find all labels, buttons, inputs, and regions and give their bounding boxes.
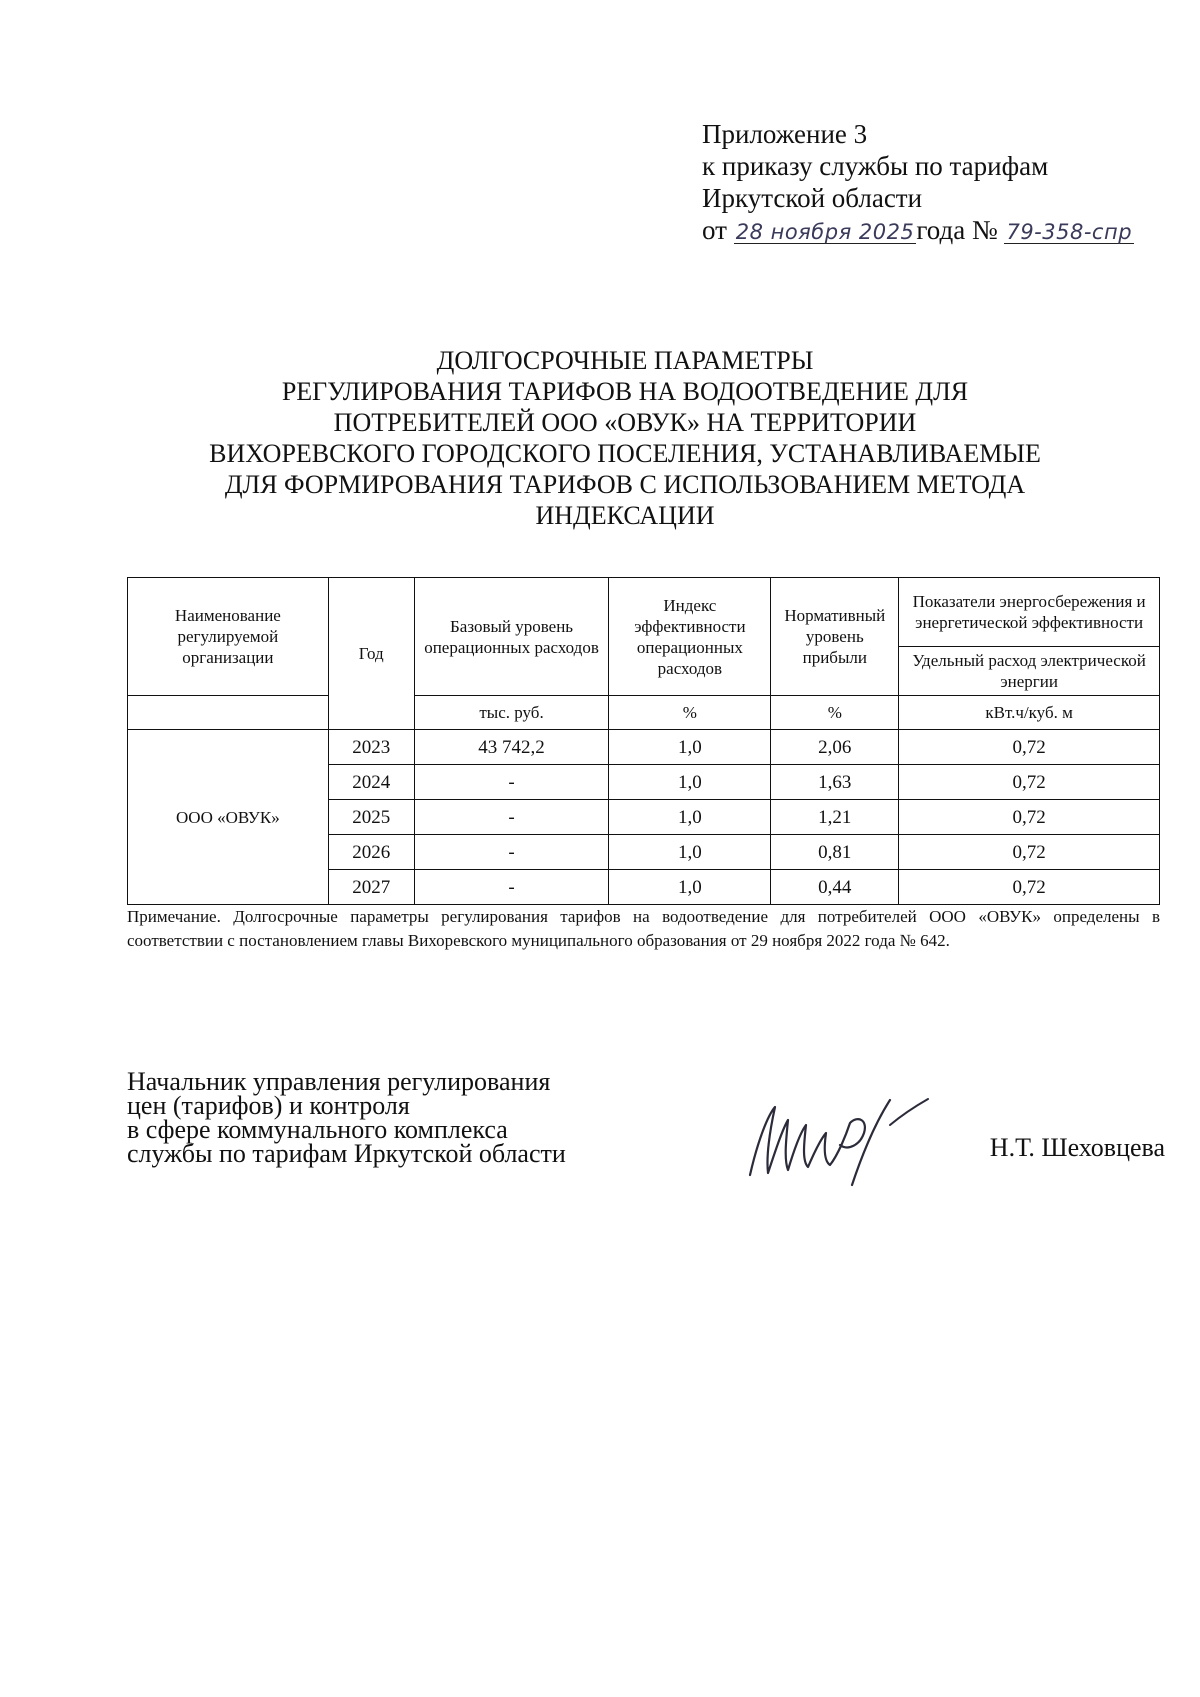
row-energy: 0,72 bbox=[899, 835, 1160, 870]
appendix-date-line bbox=[702, 214, 1172, 246]
row-year: 2026 bbox=[328, 835, 414, 870]
header-efficiency-index: Индекс эффективности операционных расходов bbox=[609, 578, 771, 696]
unit-profit: % bbox=[771, 696, 899, 730]
row-index: 1,0 bbox=[609, 835, 771, 870]
title-line-5: ДЛЯ ФОРМИРОВАНИЯ ТАРИФОВ С ИСПОЛЬЗОВАНИЕМ МЕТОДА bbox=[224, 470, 1026, 499]
header-base-cost: Базовый уровень операционных расходов bbox=[414, 578, 609, 696]
row-year: 2024 bbox=[328, 765, 414, 800]
title-line-3: ПОТРЕБИТЕЛЕЙ ООО «ОВУК» НА ТЕРРИТОРИИ bbox=[333, 408, 917, 437]
header-organization: Наименование регулируемой организации bbox=[128, 578, 329, 696]
appendix-year-number-word: года № bbox=[916, 215, 998, 245]
handwritten-order-number: 79-358-спр bbox=[1006, 220, 1133, 244]
row-base-cost: - bbox=[414, 835, 609, 870]
row-profit: 2,06 bbox=[771, 730, 899, 765]
appendix-from-word: от bbox=[702, 215, 727, 245]
row-year: 2023 bbox=[328, 730, 414, 765]
row-year: 2025 bbox=[328, 800, 414, 835]
position-line-1: Начальник управления регулирования bbox=[127, 1067, 551, 1096]
row-profit: 0,44 bbox=[771, 870, 899, 905]
row-profit: 1,21 bbox=[771, 800, 899, 835]
row-index: 1,0 bbox=[609, 765, 771, 800]
row-base-cost: 43 742,2 bbox=[414, 730, 609, 765]
handwritten-signature bbox=[740, 1085, 940, 1195]
header-organization-cont bbox=[128, 696, 329, 730]
row-index: 1,0 bbox=[609, 800, 771, 835]
position-line-4: службы по тарифам Иркутской области bbox=[127, 1139, 566, 1168]
header-profit: Нормативный уровень прибыли bbox=[771, 578, 899, 696]
organization-cell: ООО «ОВУК» bbox=[128, 730, 329, 905]
row-profit: 1,63 bbox=[771, 765, 899, 800]
row-year: 2027 bbox=[328, 870, 414, 905]
document-title bbox=[200, 345, 1050, 531]
unit-efficiency-index: % bbox=[609, 696, 771, 730]
title-line-6: ИНДЕКСАЦИИ bbox=[535, 501, 715, 530]
row-index: 1,0 bbox=[609, 730, 771, 765]
row-base-cost: - bbox=[414, 765, 609, 800]
header-energy-specific: Удельный расход электрической энергии bbox=[899, 647, 1160, 696]
appendix-header bbox=[702, 118, 1172, 246]
appendix-region: Иркутской области bbox=[702, 183, 923, 213]
unit-base-cost: тыс. руб. bbox=[414, 696, 609, 730]
row-index: 1,0 bbox=[609, 870, 771, 905]
row-energy: 0,72 bbox=[899, 730, 1160, 765]
signatory-position bbox=[127, 1067, 687, 1168]
position-line-2: цен (тарифов) и контроля bbox=[127, 1091, 410, 1120]
header-year: Год bbox=[328, 578, 414, 730]
title-line-4: ВИХОРЕВСКОГО ГОРОДСКОГО ПОСЕЛЕНИЯ, УСТАНАВЛИВАЕМЫЕ bbox=[209, 439, 1041, 468]
table-note: Примечание. Долгосрочные параметры регулирования тарифов на водоотведение для потребителей ООО «ОВУК» определены в соответствии с постановлением главы Вихоревского муниципального образования от 29 ноября 2022 года № 642. bbox=[127, 907, 1160, 950]
row-profit: 0,81 bbox=[771, 835, 899, 870]
row-energy: 0,72 bbox=[899, 870, 1160, 905]
table-row bbox=[128, 730, 1160, 765]
title-line-1: ДОЛГОСРОЧНЫЕ ПАРАМЕТРЫ bbox=[436, 346, 814, 375]
signer-name: Н.Т. Шеховцева bbox=[989, 1133, 1165, 1162]
title-line-2: РЕГУЛИРОВАНИЯ ТАРИФОВ НА ВОДООТВЕДЕНИЕ ДЛЯ bbox=[281, 377, 969, 406]
position-line-3: в сфере коммунального комплекса bbox=[127, 1115, 508, 1144]
handwritten-date: 28 ноября 2025 bbox=[735, 220, 915, 244]
row-energy: 0,72 bbox=[899, 800, 1160, 835]
parameters-table bbox=[127, 577, 1160, 905]
row-energy: 0,72 bbox=[899, 765, 1160, 800]
unit-energy: кВт.ч/куб. м bbox=[899, 696, 1160, 730]
header-energy-group: Показатели энергосбережения и энергетической эффективности bbox=[899, 578, 1160, 647]
row-base-cost: - bbox=[414, 870, 609, 905]
appendix-order-ref: к приказу службы по тарифам bbox=[702, 151, 1049, 181]
appendix-number: Приложение 3 bbox=[702, 119, 868, 149]
row-base-cost: - bbox=[414, 800, 609, 835]
